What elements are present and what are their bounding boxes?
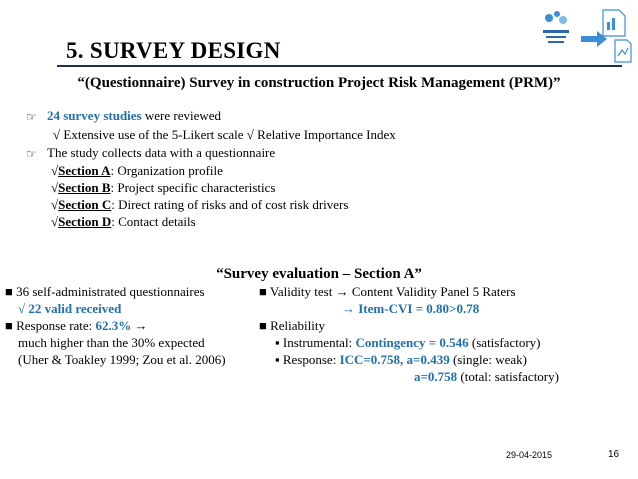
intro-line-1-rest: were reviewed — [141, 108, 222, 123]
response-label: Response: — [282, 352, 340, 367]
slide-title: 5. SURVEY DESIGN — [66, 38, 281, 63]
response-rate-arrow: → — [131, 318, 148, 333]
small-bullet: ▪ — [275, 352, 280, 367]
section-name: Section C — [58, 197, 112, 212]
alpha-total-value: a=0.758 — [414, 369, 458, 384]
section-name: Section D — [58, 214, 112, 229]
icc-value: ICC=0.758, a=0.439 — [339, 352, 450, 367]
survey-count: 24 — [47, 108, 60, 123]
small-bullet: ▪ — [275, 335, 280, 350]
section-item: √Section C: Direct rating of risks and of cost risk drivers — [51, 197, 349, 212]
document-icon — [603, 10, 631, 62]
left-item-1 — [5, 284, 205, 300]
intro-line-1 — [47, 108, 221, 124]
citation-text: (Uher & Toakley 1999; Zou et al. 2006) — [18, 352, 226, 367]
valid-received: √ 22 valid received — [18, 301, 122, 316]
data-tree-icon — [543, 11, 569, 43]
section-desc: : Project specific characteristics — [110, 180, 276, 195]
response-rest: (single: weak) — [449, 352, 527, 367]
section-desc: : Organization profile — [110, 163, 223, 178]
response-line — [275, 352, 527, 368]
response-rate-label: Response rate: — [16, 318, 96, 333]
validity-line — [259, 284, 516, 300]
response-rate-line — [5, 318, 148, 334]
section-item: √Section A: Organization profile — [51, 163, 223, 178]
survey-studies-label: survey studies — [63, 108, 142, 123]
validity-text: Validity test → Content Validity Panel 5 Raters — [269, 284, 516, 299]
title-rule — [57, 65, 622, 67]
section-desc: : Contact details — [111, 214, 196, 229]
section-item: √Section D: Contact details — [51, 214, 196, 229]
response-rate-value: 62.3% — [95, 318, 132, 333]
bullet: ■ — [5, 318, 13, 333]
questionnaires-text: 36 self-administrated questionnaires — [16, 284, 205, 299]
bullet: ■ — [5, 284, 13, 299]
reliability-line — [259, 318, 325, 334]
item-cvi: → Item-CVI = 0.80>0.78 — [342, 301, 480, 316]
intro-line-3: The study collects data with a questionnaire — [47, 145, 276, 160]
instrumental-label: Instrumental: — [282, 335, 356, 350]
reliability-text: Reliability — [270, 318, 325, 333]
instrumental-rest: (satisfactory) — [468, 335, 541, 350]
expected-text: much higher than the 30% expected — [18, 335, 205, 350]
section-desc: : Direct rating of risks and of cost risk drivers — [111, 197, 349, 212]
footer-date: 29-04-2015 — [506, 450, 553, 460]
evaluation-title: “Survey evaluation – Section A” — [216, 266, 422, 282]
bullet: ■ — [259, 318, 267, 333]
contingency-value: Contingency = 0.546 — [355, 335, 469, 350]
slide-subtitle: “(Questionnaire) Survey in construction Project Risk Management (PRM)” — [77, 75, 561, 91]
document-transfer-graphic — [533, 6, 633, 66]
section-name: Section B — [58, 180, 111, 195]
total-rest: (total: satisfactory) — [457, 369, 559, 384]
bullet: ■ — [259, 284, 267, 299]
page-number: 16 — [608, 449, 620, 460]
pointer-hand-icon: ☞ — [26, 147, 37, 161]
section-item: √Section B: Project specific characteristics — [51, 180, 276, 195]
total-line — [414, 369, 559, 385]
intro-line-2: √ Extensive use of the 5-Likert scale √ Relative Importance Index — [53, 127, 396, 142]
section-name: Section A — [58, 163, 111, 178]
pointer-hand-icon: ☞ — [26, 110, 37, 124]
instrumental-line — [275, 335, 541, 351]
